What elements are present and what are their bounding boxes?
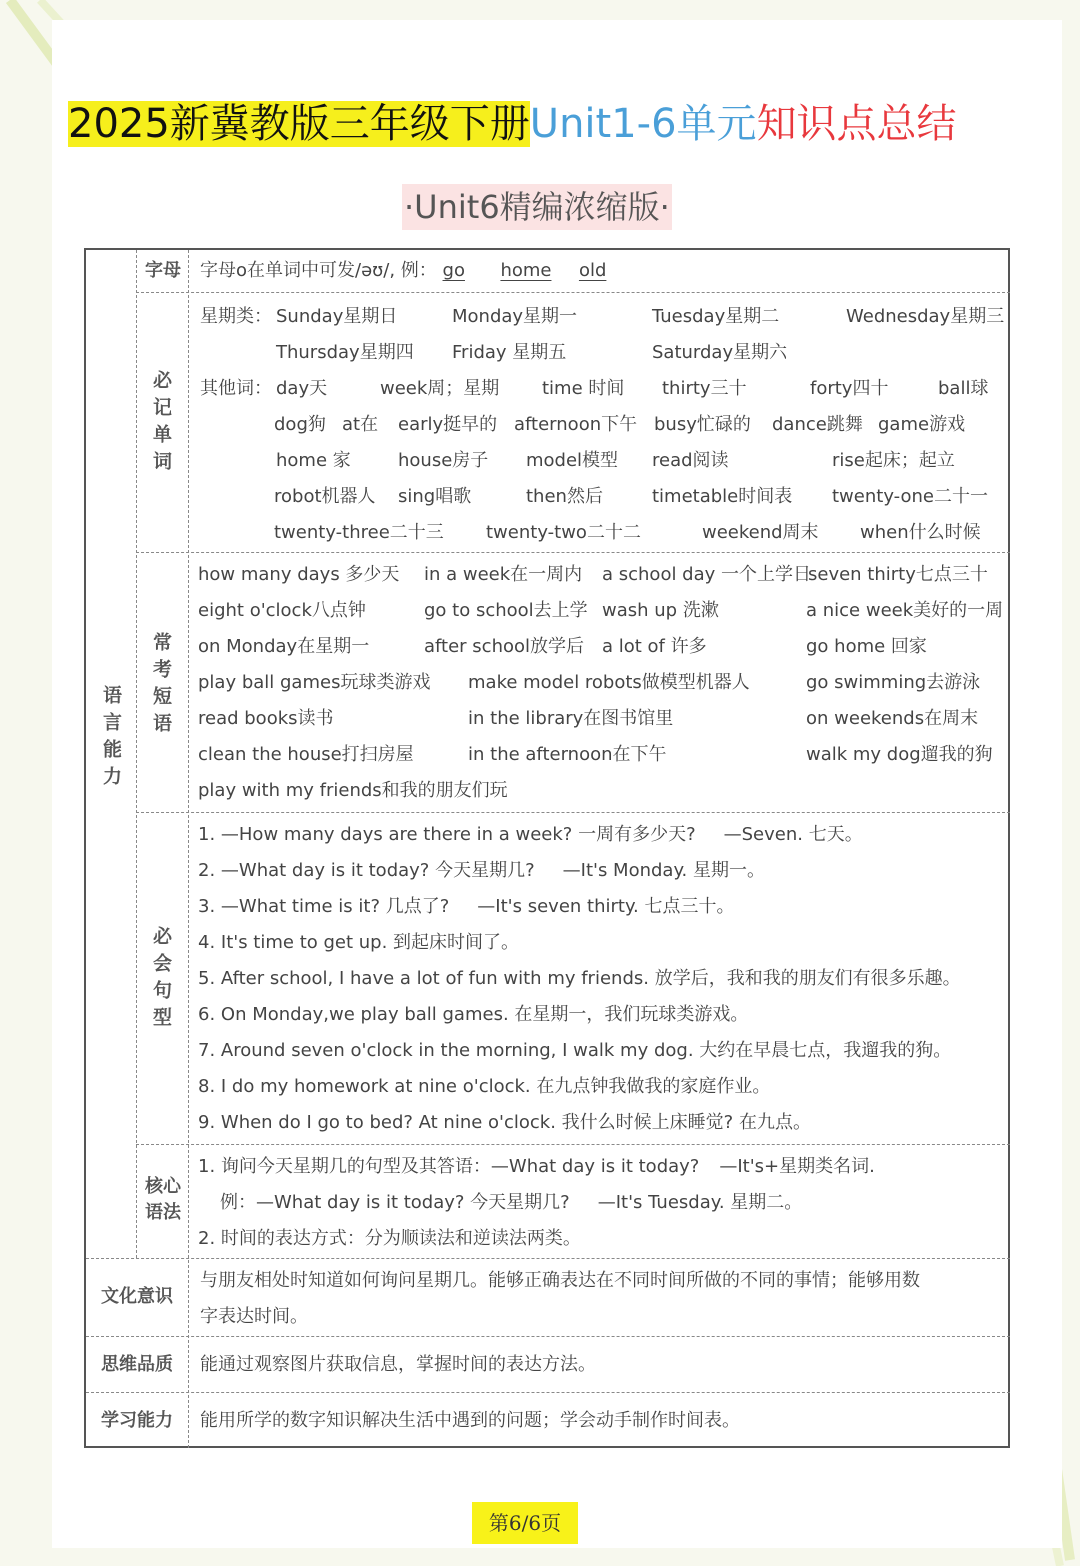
phrase: read books读书 — [198, 708, 334, 729]
culture-text: 字表达时间。 — [200, 1306, 308, 1327]
vocab-word: model模型 — [526, 450, 619, 471]
row-divider — [86, 1336, 1010, 1337]
vocab-word: when什么时候 — [860, 522, 981, 543]
culture-text: 与朋友相处时知道如何询问星期几。能够正确表达在不同时间所做的不同的事情；能够用数 — [200, 1270, 920, 1291]
phrase: clean the house打扫房屋 — [198, 744, 414, 765]
sentence: 6. On Monday,we play ball games. 在星期一，我们玩球类游戏。 — [198, 1004, 749, 1025]
category-language-ability: 语言能力 — [100, 685, 122, 793]
row-divider — [86, 1258, 1010, 1259]
grammar-question: 1. 询问今天星期几的句型及其答语：—What day is it today? — [198, 1156, 700, 1177]
sentence: 5. After school, I have a lot of fun with my friends. 放学后，我和我的朋友们有很多乐趣。 — [198, 968, 961, 989]
example-word: go — [442, 260, 465, 281]
vocab-word: twenty-one二十一 — [832, 486, 988, 507]
phrase: a school day 一个上学日 — [602, 564, 812, 585]
row-divider — [136, 292, 1010, 293]
page-title — [68, 96, 957, 152]
vocab-word: ball球 — [938, 378, 989, 399]
phrase: on Monday在星期一 — [198, 636, 370, 657]
vocab-word: then然后 — [526, 486, 603, 507]
sentence-question: 1. —How many days are there in a week? 一周有多少天? — [198, 824, 696, 845]
sentence: 8. I do my homework at nine o'clock. 在九点钟我做我的家庭作业。 — [198, 1076, 771, 1097]
section-label-thinking: 思维品质 — [101, 1354, 173, 1375]
grammar-rule: 2. 时间的表达方式：分为顺读法和逆读法两类。 — [198, 1228, 581, 1249]
title-part-units: Unit1-6单元 — [529, 101, 757, 147]
section-label-phrases: 常考短语 — [150, 632, 172, 740]
vocab-word: weekend周末 — [702, 522, 819, 543]
section-label-culture: 文化意识 — [101, 1286, 173, 1307]
vocab-word: sing唱歌 — [398, 486, 472, 507]
vocab-word: day天 — [276, 378, 328, 399]
phrase: play ball games玩球类游戏 — [198, 672, 431, 693]
phrase: go to school去上学 — [424, 600, 588, 621]
vocab-word: Saturday星期六 — [652, 342, 788, 363]
row-divider — [136, 812, 1010, 813]
learning-text: 能用所学的数字知识解决生活中遇到的问题；学会动手制作时间表。 — [200, 1410, 740, 1431]
vocab-word: early挺早的 — [398, 414, 498, 435]
row-divider — [136, 552, 1010, 553]
sentence — [198, 892, 734, 922]
section-label-sentences: 必会句型 — [150, 926, 172, 1034]
vocab-word: busy忙碌的 — [654, 414, 751, 435]
grammar-example-question: 例：—What day is it today? 今天星期几? — [220, 1192, 570, 1213]
column-divider — [136, 250, 137, 1258]
phrase: on weekends在周末 — [806, 708, 979, 729]
section-label-vocabulary: 必记单词 — [150, 370, 172, 478]
vocab-word: timetable时间表 — [652, 486, 793, 507]
phrase: in the library在图书馆里 — [468, 708, 674, 729]
sentence-answer: —Seven. 七天。 — [723, 824, 863, 845]
phrase: go home 回家 — [806, 636, 927, 657]
vocab-word: week周；星期 — [380, 378, 500, 399]
phrase: in a week在一周内 — [424, 564, 583, 585]
days-label: 星期类： — [200, 306, 272, 327]
phrase: a lot of 许多 — [602, 636, 707, 657]
section-label-alphabet: 字母 — [145, 260, 181, 281]
example-word: home — [500, 260, 552, 281]
phrase: wash up 洗漱 — [602, 600, 719, 621]
title-part-summary: 知识点总结 — [756, 101, 957, 147]
phrase: play with my friends和我的朋友们玩 — [198, 780, 508, 801]
vocab-word: twenty-three二十三 — [274, 522, 444, 543]
sentence — [198, 820, 863, 850]
other-words-label: 其他词： — [200, 378, 272, 399]
vocab-word: game游戏 — [878, 414, 966, 435]
vocab-word: dog狗 — [274, 414, 326, 435]
alphabet-lead: 字母o在单词中可发/əʊ/, 例： — [200, 260, 437, 281]
vocab-word: twenty-two二十二 — [486, 522, 641, 543]
sentence-question: 3. —What time is it? 几点了? — [198, 896, 450, 917]
vocab-word: house房子 — [398, 450, 489, 471]
vocab-word: rise起床；起立 — [832, 450, 955, 471]
vocab-word: forty四十 — [810, 378, 889, 399]
row-divider — [136, 1144, 1010, 1145]
column-divider — [188, 250, 189, 1448]
phrase: walk my dog遛我的狗 — [806, 744, 993, 765]
vocab-word: Monday星期一 — [452, 306, 578, 327]
phrase: eight o'clock八点钟 — [198, 600, 366, 621]
vocab-word: thirty三十 — [662, 378, 747, 399]
sentence-question: 2. —What day is it today? 今天星期几? — [198, 860, 535, 881]
sentence: 9. When do I go to bed? At nine o'clock. 我什么时候上床睡觉? 在九点。 — [198, 1112, 811, 1133]
vocab-word: at在 — [342, 414, 379, 435]
vocab-word: Wednesday星期三 — [846, 306, 1005, 327]
grammar-example-answer: —It's Tuesday. 星期二。 — [597, 1192, 803, 1213]
sentence: 7. Around seven o'clock in the morning, I walk my dog. 大约在早晨七点，我遛我的狗。 — [198, 1040, 952, 1061]
sentence-answer: —It's Monday. 星期一。 — [562, 860, 765, 881]
phrase: make model robots做模型机器人 — [468, 672, 750, 693]
page-number: 第6/6页 — [472, 1502, 578, 1544]
vocab-word: Tuesday星期二 — [652, 306, 780, 327]
grammar-answer: —It's+星期类名词. — [719, 1156, 875, 1177]
vocab-word: Sunday星期日 — [276, 306, 398, 327]
vocab-word: home 家 — [276, 450, 351, 471]
phrase: a nice week美好的一周 — [806, 600, 1004, 621]
sentence: 4. It's time to get up. 到起床时间了。 — [198, 932, 520, 953]
section-label-learning: 学习能力 — [101, 1410, 173, 1431]
sentence — [198, 856, 765, 886]
phrase: go swimming去游泳 — [806, 672, 981, 693]
sentence-answer: —It's seven thirty. 七点三十。 — [477, 896, 735, 917]
phrase: seven thirty七点三十 — [808, 564, 988, 585]
knowledge-table — [84, 248, 1010, 1448]
thinking-text: 能通过观察图片获取信息，掌握时间的表达方法。 — [200, 1354, 596, 1375]
phrase: how many days 多少天 — [198, 564, 400, 585]
vocab-word: time 时间 — [542, 378, 625, 399]
vocab-word: Thursday星期四 — [276, 342, 414, 363]
alphabet-rule — [200, 256, 606, 286]
example-word: old — [578, 260, 607, 281]
grammar-rule — [198, 1152, 875, 1182]
phrase: after school放学后 — [424, 636, 585, 657]
vocab-word: read阅读 — [652, 450, 729, 471]
vocab-word: Friday 星期五 — [452, 342, 567, 363]
phrase: in the afternoon在下午 — [468, 744, 667, 765]
vocab-word: robot机器人 — [274, 486, 376, 507]
section-label-grammar: 核心语法 — [145, 1176, 181, 1223]
grammar-example — [220, 1188, 802, 1218]
page-subtitle: ·Unit6精编浓缩版· — [402, 184, 672, 230]
vocab-word: dance跳舞 — [772, 414, 863, 435]
vocab-word: afternoon下午 — [514, 414, 638, 435]
row-divider — [86, 1392, 1010, 1393]
title-part-grade: 2025新冀教版三年级下册 — [68, 101, 530, 147]
